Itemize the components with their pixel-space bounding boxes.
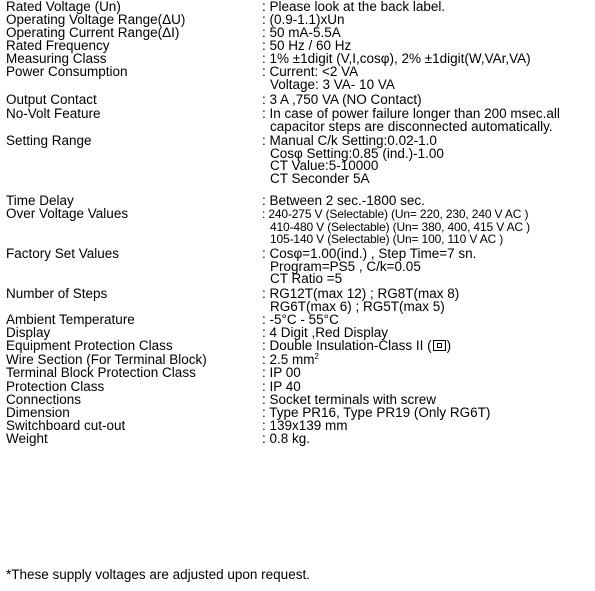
spec-label: Switchboard cut-out [6,418,126,433]
spec-value-line: : Please look at the back label. [262,0,446,14]
spec-value-line: : Double Insulation-Class II ( ) [262,338,452,353]
spec-value-line: : Current: <2 VA [262,64,359,79]
spec-label: Output Contact [6,92,97,107]
spec-label: Factory Set Values [6,246,120,261]
spec-value [262,208,530,246]
spec-value-line: : 240-275 V (Selectable) (Un= 220, 230, 240 V AC ) [262,207,529,221]
spec-value [262,135,444,185]
spec-label: Over Voltage Values [6,206,129,221]
spec-value-line: : Between 2 sec.-1800 sec. [262,193,425,208]
superscript: 2 [314,352,319,361]
spec-value-line: : Type PR16, Type PR19 (Only RG6T) [262,405,491,420]
spec-value-line: Voltage: 3 VA- 10 VA [270,76,395,92]
spec-value-line: RG6T(max 6) ; RG5T(max 5) [270,298,445,314]
spec-value-line: CT Seconder 5A [270,170,370,186]
spec-value-line: : In case of power failure longer than 200 msec.all [262,106,560,121]
spec-value-line: : RG12T(max 12) ; RG8T(max 8) [262,286,460,301]
value-suffix: ) [446,338,452,353]
spec-label: Dimension [6,405,70,420]
spec-label: Weight [6,431,48,446]
spec-value-line: : IP 40 [262,379,301,394]
spec-value-line: 410-480 V (Selectable) (Un= 380, 400, 415 V AC ) [270,219,530,234]
spec-label: Wire Section (For Terminal Block) [6,352,207,367]
spec-value [262,367,301,380]
spec-label: Display [6,325,51,340]
spec-value-line: : Socket terminals with screw [262,392,437,407]
spec-label: Rated Voltage (Un) [6,0,121,14]
spec-label: Ambient Temperature [6,312,135,327]
spec-value-line: : 50 Hz / 60 Hz [262,38,352,53]
spec-label: Time Delay [6,193,74,208]
spec-label: Number of Steps [6,286,108,301]
spec-label: Equipment Protection Class [6,338,173,353]
spec-value-line: : Cosφ=1.00(ind.) , Step Time=7 sn. [262,246,477,261]
spec-value-line: : Manual C/k Setting:0.02-1.0 [262,133,437,148]
spec-value [262,288,459,313]
spec-value-line: : 3 A ,750 VA (NO Contact) [262,92,422,107]
spec-label: Rated Frequency [6,38,110,53]
spec-label: Connections [6,392,82,407]
spec-value-line: 105-140 V (Selectable) (Un= 100, 110 V AC ) [270,232,504,247]
spec-value-line: : 139x139 mm [262,418,348,433]
spec-label: No-Volt Feature [6,106,101,121]
spec-value-line: : (0.9-1.1)xUn [262,12,345,27]
spec-value-line: : 0.8 kg. [262,431,311,446]
spec-value-line: Cosφ Setting:0.85 (ind.)-1.00 [270,145,444,161]
spec-label: Measuring Class [6,51,107,66]
spec-label: Setting Range [6,133,92,148]
spec-value-line: CT Value:5-10000 [270,158,379,174]
spec-value [262,248,476,286]
spec-value [262,195,425,208]
spec-label: Operating Current Range(ΔI) [6,25,180,40]
spec-label: Protection Class [6,379,105,394]
spec-label: Terminal Block Protection Class [6,365,196,380]
spec-value-line: CT Ratio =5 [270,271,343,287]
spec-value [262,340,451,353]
spec-value-line: : -5°C - 55°C [262,312,339,327]
spec-value-line: : 2.5 $mm^2$ [262,352,319,367]
spec-value [262,108,560,133]
spec-label: Operating Voltage Range(ΔU) [6,12,186,27]
spec-value-line: capacitor steps are disconnected automatically. [270,118,553,134]
spec-value-line: : 4 Digit ,Red Display [262,325,389,340]
spec-value-line: Program=PS5 , C/k=0.05 [270,258,421,274]
spec-value-line: : IP 00 [262,365,301,380]
spec-value [262,94,422,107]
spec-value [262,433,310,446]
spec-value [262,66,395,91]
spec-value-line: : 1% ±1digit (V,I,cosφ), 2% ±1digit(W,VAr,VA) [262,51,531,66]
spec-label: Power Consumption [6,64,128,79]
double-insulation-icon [433,340,446,351]
spec-value-line: : 50 mA-5.5A [262,25,341,40]
footnote: *These supply voltages are adjusted upon request. [6,567,310,582]
